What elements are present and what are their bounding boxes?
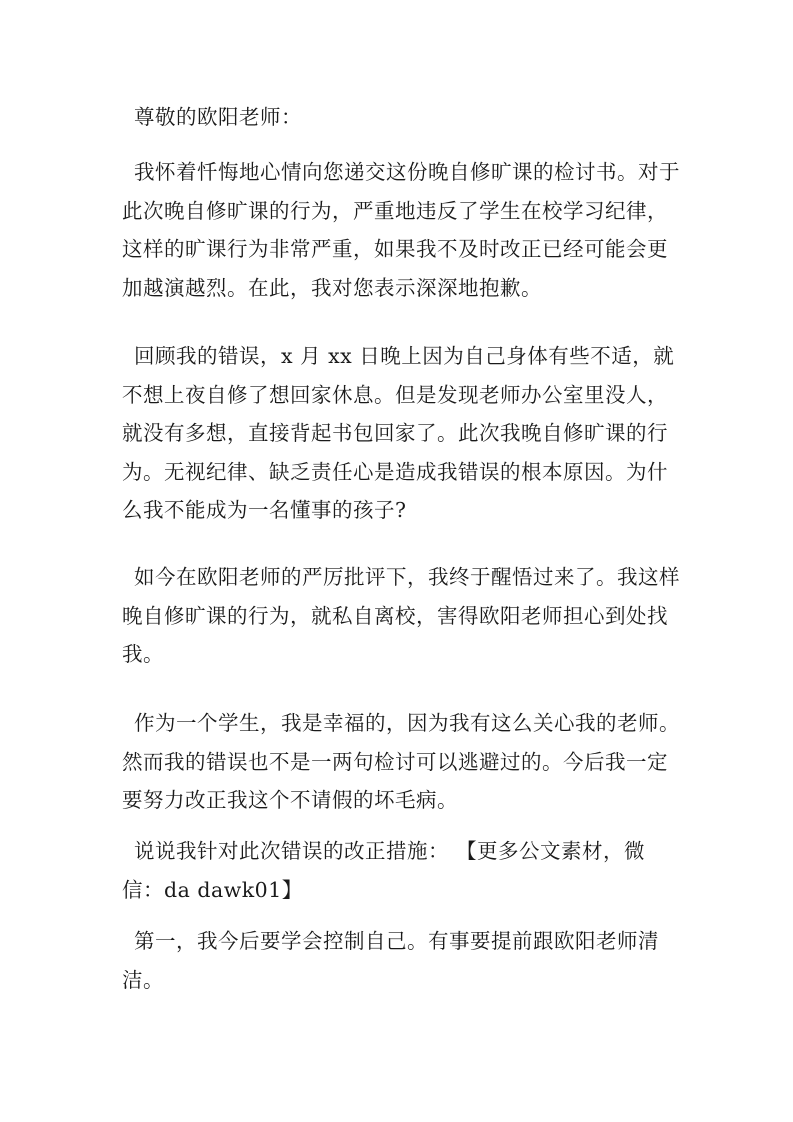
salutation: 尊敬的欧阳老师：: [134, 105, 302, 129]
paragraph-apology: 我怀着忏悔地心情向您递交这份晚自修旷课的检讨书。对于此次晚自修旷课的行为，严重地违反了学生在校学习纪律，这样的旷课行为非常严重，如果我不及时改正已经可能会更加越演越烈。在此，我对您表示深深地抱歉。: [122, 160, 680, 300]
paragraph-gratitude: 作为一个学生，我是幸福的，因为我有这么关心我的老师。然而我的错误也不是一两句检讨可以逃避过的。今后我一定要努力改正我这个不请假的坏毛病。: [122, 711, 680, 812]
paragraph-measure-first: 第一，我今后要学会控制自己。有事要提前跟欧阳老师清洁。: [122, 929, 659, 992]
paragraph-measures-intro: 说说我针对此次错误的改正措施： 【更多公文素材，微信：da dawk01】: [122, 839, 646, 902]
paragraph-review: 回顾我的错误，x 月 xx 日晚上因为自己身体有些不适，就不想上夜自修了想回家休息。但是发现老师办公室里没人，就没有多想，直接背起书包回家了。此次我晚自修旷课的行为。无视纪律、缺乏责任心是造成我错误的根本原因。为什么我不能成为一名懂事的孩子?: [122, 344, 675, 522]
paragraph-realization: 如今在欧阳老师的严厉批评下，我终于醒悟过来了。我这样晚自修旷课的行为，就私自离校，害得欧阳老师担心到处找我。: [122, 565, 680, 666]
